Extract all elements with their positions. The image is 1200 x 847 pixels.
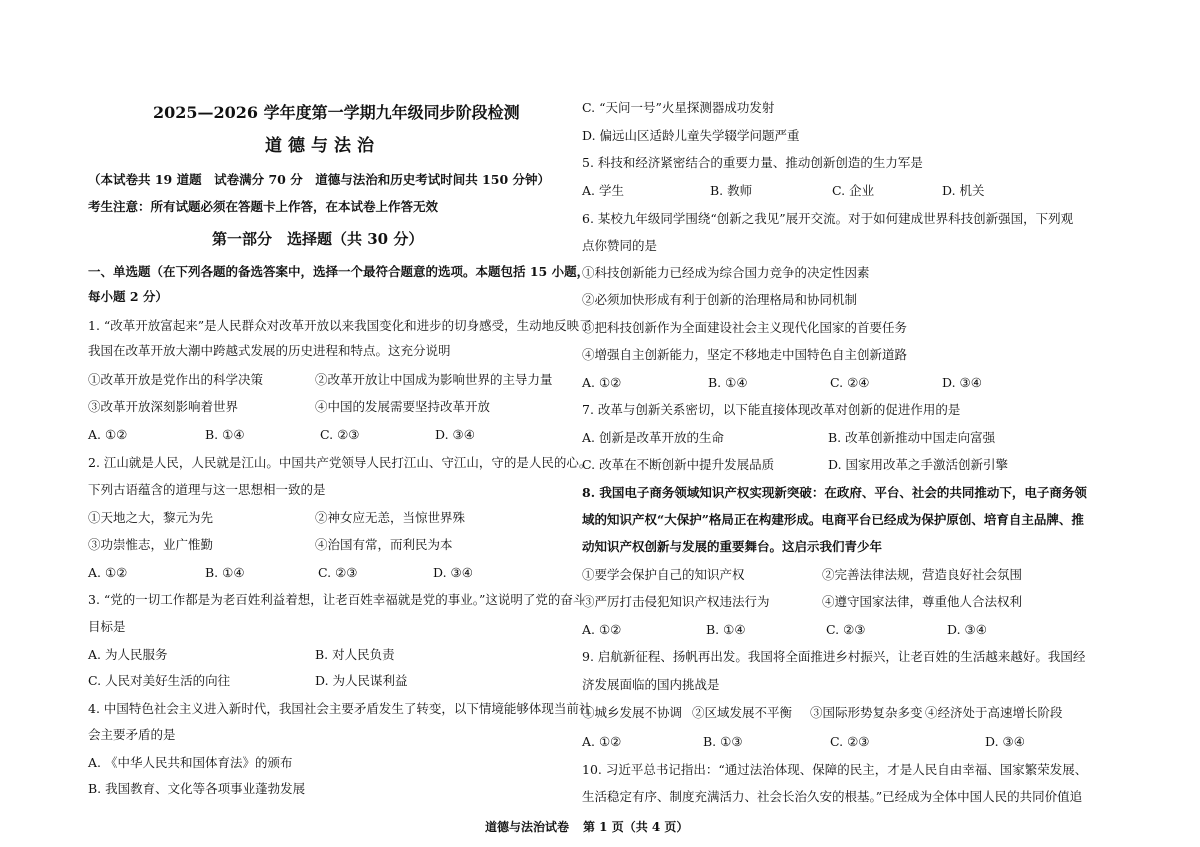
exam-notice: 考生注意：所有试题必须在答题卡上作答，在本试卷上作答无效 [88,199,439,214]
q6-stem-line2: 点你赞同的是 [582,238,658,253]
q9-choice-d: D. ③④ [985,734,1025,749]
q1-item-1: ①改革开放是党作出的科学决策 [88,372,264,387]
q8-choice-b: B. ①④ [706,622,746,637]
q8-choice-a: A. ①② [582,622,622,637]
q9-stem-line1: 9. 启航新征程、扬帆再出发。我国将全面推进乡村振兴，让老百姓的生活越来越好。我国经 [582,649,1086,664]
q9-stem-line2: 济发展面临的国内挑战是 [582,677,720,692]
q6-choice-a: A. ①② [582,375,622,390]
q9-choice-b: B. ①③ [703,734,743,749]
section-intro-line1: 一、单选题（在下列各题的备选答案中，选择一个最符合题意的选项。本题包括 15 小题， [88,264,590,279]
q9-item-2: ②区域发展不平衡 [692,705,793,720]
subject-title: 道德与法治 [265,136,380,156]
q1-stem-line2: 我国在改革开放大潮中跨越式发展的历史进程和特点。这充分说明 [88,343,451,358]
q4-choice-c: C. “天问一号”火星探测器成功发射 [582,100,775,115]
q6-item-4: ④增强自主创新能力，坚定不移地走中国特色自主创新道路 [582,347,908,362]
q4-stem-line2: 会主要矛盾的是 [88,727,176,742]
q2-choice-a: A. ①② [88,565,128,580]
q7-choice-d: D. 国家用改革之手激活创新引擎 [828,457,1009,472]
q6-item-2: ②必须加快形成有利于创新的治理格局和协同机制 [582,292,858,307]
q8-item-2: ②完善法律法规，营造良好社会氛围 [822,567,1023,582]
q10-stem-line2: 生活稳定有序、制度充满活力、社会长治久安的根基。”已经成为全体中国人民的共同价值追 [582,789,1083,804]
q7-choice-a: A. 创新是改革开放的生命 [582,430,724,445]
q3-choice-a: A. 为人民服务 [88,647,168,662]
q8-item-1: ①要学会保护自己的知识产权 [582,567,745,582]
q7-stem: 7. 改革与创新关系密切，以下能直接体现改革对创新的促进作用的是 [582,402,961,417]
q3-choice-c: C. 人民对美好生活的向往 [88,673,231,688]
footer-page-number: 第 1 页（共 4 页） [583,820,689,834]
q8-choice-d: D. ③④ [947,622,987,637]
q7-choice-b: B. 改革创新推动中国走向富强 [828,430,996,445]
q1-choice-a: A. ①② [88,427,128,442]
q6-stem-line1: 6. 某校九年级同学围绕“创新之我见”展开交流。对于如何建成世界科技创新强国，下列观 [582,211,1074,226]
q3-stem-line1: 3. “党的一切工作都是为老百姓利益着想，让老百姓幸福就是党的事业。”这说明了党的奋斗 [88,592,586,607]
q2-choice-c: C. ②③ [318,565,358,580]
q4-stem-line1: 4. 中国特色社会主义进入新时代，我国社会主要矛盾发生了转变，以下情境能够体现当前社 [88,701,592,716]
q2-choice-b: B. ①④ [205,565,245,580]
q6-item-3: ③把科技创新作为全面建设社会主义现代化国家的首要任务 [582,320,908,335]
q5-choice-b: B. 教师 [710,183,753,198]
q7-choice-c: C. 改革在不断创新中提升发展品质 [582,457,775,472]
q9-item-3: ③国际形势复杂多变 [810,705,923,720]
q9-choice-a: A. ①② [582,734,622,749]
exam-info: （本试卷共 19 道题 试卷满分 70 分 道德与法治和历史考试时间共 150 分钟） [88,172,550,187]
q2-stem-line2: 下列古语蕴含的道理与这一思想相一致的是 [88,482,326,497]
q5-stem: 5. 科技和经济紧密结合的重要力量、推动创新创造的生力军是 [582,155,923,170]
q8-stem-line3: 动知识产权创新与发展的重要舞台。这启示我们青少年 [582,539,883,554]
q3-stem-line2: 目标是 [88,619,126,634]
q8-item-4: ④遵守国家法律，尊重他人合法权利 [822,594,1023,609]
q1-item-4: ④中国的发展需要坚持改革开放 [315,399,491,414]
q2-choice-d: D. ③④ [433,565,473,580]
q4-choice-b: B. 我国教育、文化等各项事业蓬勃发展 [88,781,306,796]
q5-choice-d: D. 机关 [942,183,985,198]
section-title: 第一部分 选择题（共 30 分） [212,230,424,248]
q8-choice-c: C. ②③ [826,622,866,637]
q5-choice-a: A. 学生 [582,183,624,198]
q1-item-2: ②改革开放让中国成为影响世界的主导力量 [315,372,553,387]
q1-stem-line1: 1. “改革开放富起来”是人民群众对改革开放以来我国变化和进步的切身感受，生动地反映了 [88,318,592,333]
q2-item-1: ①天地之大，黎元为先 [88,510,214,525]
q2-stem-line1: 2. 江山就是人民，人民就是江山。中国共产党领导人民打江山、守江山，守的是人民的心。 [88,455,592,470]
section-intro-line2: 每小题 2 分） [88,289,168,304]
q1-choice-d: D. ③④ [435,427,475,442]
q2-item-3: ③功崇惟志，业广惟勤 [88,537,214,552]
q4-choice-a: A. 《中华人民共和国体育法》的颁布 [88,755,293,770]
q9-item-1: ①城乡发展不协调 [582,705,683,720]
q9-choice-c: C. ②③ [830,734,870,749]
q2-item-2: ②神女应无恙，当惊世界殊 [315,510,466,525]
q8-stem-line2: 域的知识产权“大保护”格局正在构建形成。电商平台已经成为保护原创、培育自主品牌、推 [582,512,1084,527]
q2-item-4: ④治国有常，而利民为本 [315,537,453,552]
q3-choice-d: D. 为人民谋利益 [315,673,408,688]
q3-choice-b: B. 对人民负责 [315,647,395,662]
q1-choice-b: B. ①④ [205,427,245,442]
q9-item-4: ④经济处于高速增长阶段 [925,705,1063,720]
q6-choice-b: B. ①④ [708,375,748,390]
footer-subject: 道德与法治试卷 [485,820,570,834]
exam-title: 2025—2026 学年度第一学期九年级同步阶段检测 [153,103,520,122]
q8-stem-line1: 8. 我国电子商务领域知识产权实现新突破：在政府、平台、社会的共同推动下，电子商务领 [582,485,1087,500]
q4-choice-d: D. 偏远山区适龄儿童失学辍学问题严重 [582,128,800,143]
q1-item-3: ③改革开放深刻影响着世界 [88,399,239,414]
q10-stem-line1: 10. 习近平总书记指出：“通过法治体现、保障的民主，才是人民自由幸福、国家繁荣发展、 [582,762,1088,777]
q1-choice-c: C. ②③ [320,427,360,442]
q8-item-3: ③严厉打击侵犯知识产权违法行为 [582,594,770,609]
q5-choice-c: C. 企业 [832,183,875,198]
q6-choice-d: D. ③④ [942,375,982,390]
q6-item-1: ①科技创新能力已经成为综合国力竞争的决定性因素 [582,265,870,280]
q6-choice-c: C. ②④ [830,375,870,390]
